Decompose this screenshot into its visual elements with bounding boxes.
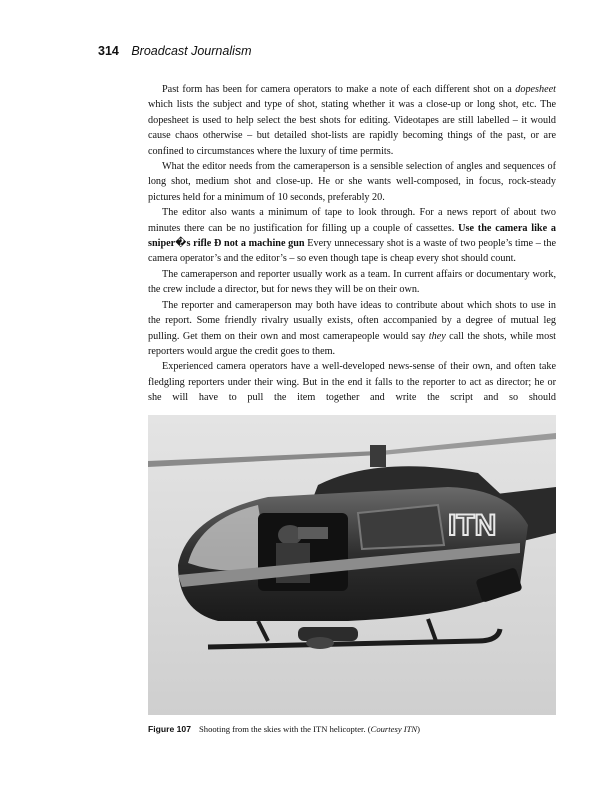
paragraph-5 [148, 298, 556, 360]
paragraph-6: Experienced camera operators have a well-developed news-sense of their own, and often take fledgling reporters under their wing. But in the end it falls to the reporter to act as director; he or she will have to pull the item together and write the script and so should [148, 361, 556, 404]
page-number: 314 [98, 44, 119, 58]
paragraph-4: The cameraperson and reporter usually work as a team. In current affairs or documentary work, the crew include a director, but for news they will be on their own. [148, 268, 556, 296]
rotor-hub [370, 445, 386, 467]
camera [298, 527, 328, 539]
paragraph-1 [148, 82, 556, 159]
paragraph-3-bold-tip: Use the camera like a sniper�s rifle Ð not a machine gun [148, 222, 557, 250]
paragraph-3-text-b: Every unnecessary shot is a waste of two people’s time – the camera operator’s and the editor’s – so even though tape is cheap every shot should count. [148, 238, 557, 265]
helicopter-illustration [148, 415, 556, 715]
figure-label: Figure 107 [148, 724, 191, 734]
paragraph-5-text-b: call the shots, while most reporters would argue the credit goes to them. [148, 330, 556, 357]
paragraph-1-text-b: which lists the subject and type of shot, stating whether it was a close-up or long shot, etc. The dopesheet is used to help select the best shots for editing. Videotapes are still labelled – it would cause chaos otherwise – but detailed shot-lists are rapidly becoming things of the past, or are confined to circumstances where the luxury of time permits. [148, 99, 556, 157]
emphasis-they: they [428, 330, 446, 342]
running-header [98, 44, 252, 58]
caption-close: ) [417, 724, 421, 734]
body-text [148, 82, 556, 406]
paragraph-1-text-a: Past form has been for camera operators to make a note of each different shot on a [162, 84, 516, 95]
term-dopesheet: dopesheet [515, 84, 556, 95]
paragraph-5-text-a: The reporter and cameraperson may both have ideas to contribute about which shots to use in the report. Some friendly rivalry usually exists, often accompanied by a degree of mutual leg pulling. Get them on their own and most camerapeople would say [148, 299, 556, 342]
paragraph-3 [148, 205, 556, 267]
caption-credit: Courtesy ITN [370, 724, 418, 734]
paragraph-2: What the editor needs from the cameraperson is a sensible selection of angles and sequences of long shot, medium shot and close-up. He or she wants well-composed, in focus, rock-steady pictures held for a minimum of 10 seconds, preferably 20. [148, 161, 556, 203]
helicopter-photo [148, 415, 556, 715]
itn-livery: ITN [448, 509, 497, 542]
figure-caption [148, 724, 558, 734]
running-title: Broadcast Journalism [131, 44, 252, 58]
paragraph-3-text-a: The editor also wants a minimum of tape to look through. For a news report of about two minutes there can be no justification for filling up a couple of cassettes. [148, 207, 556, 234]
caption-text: Shooting from the skies with the ITN helicopter. ( [199, 724, 371, 734]
rear-window [358, 505, 444, 549]
